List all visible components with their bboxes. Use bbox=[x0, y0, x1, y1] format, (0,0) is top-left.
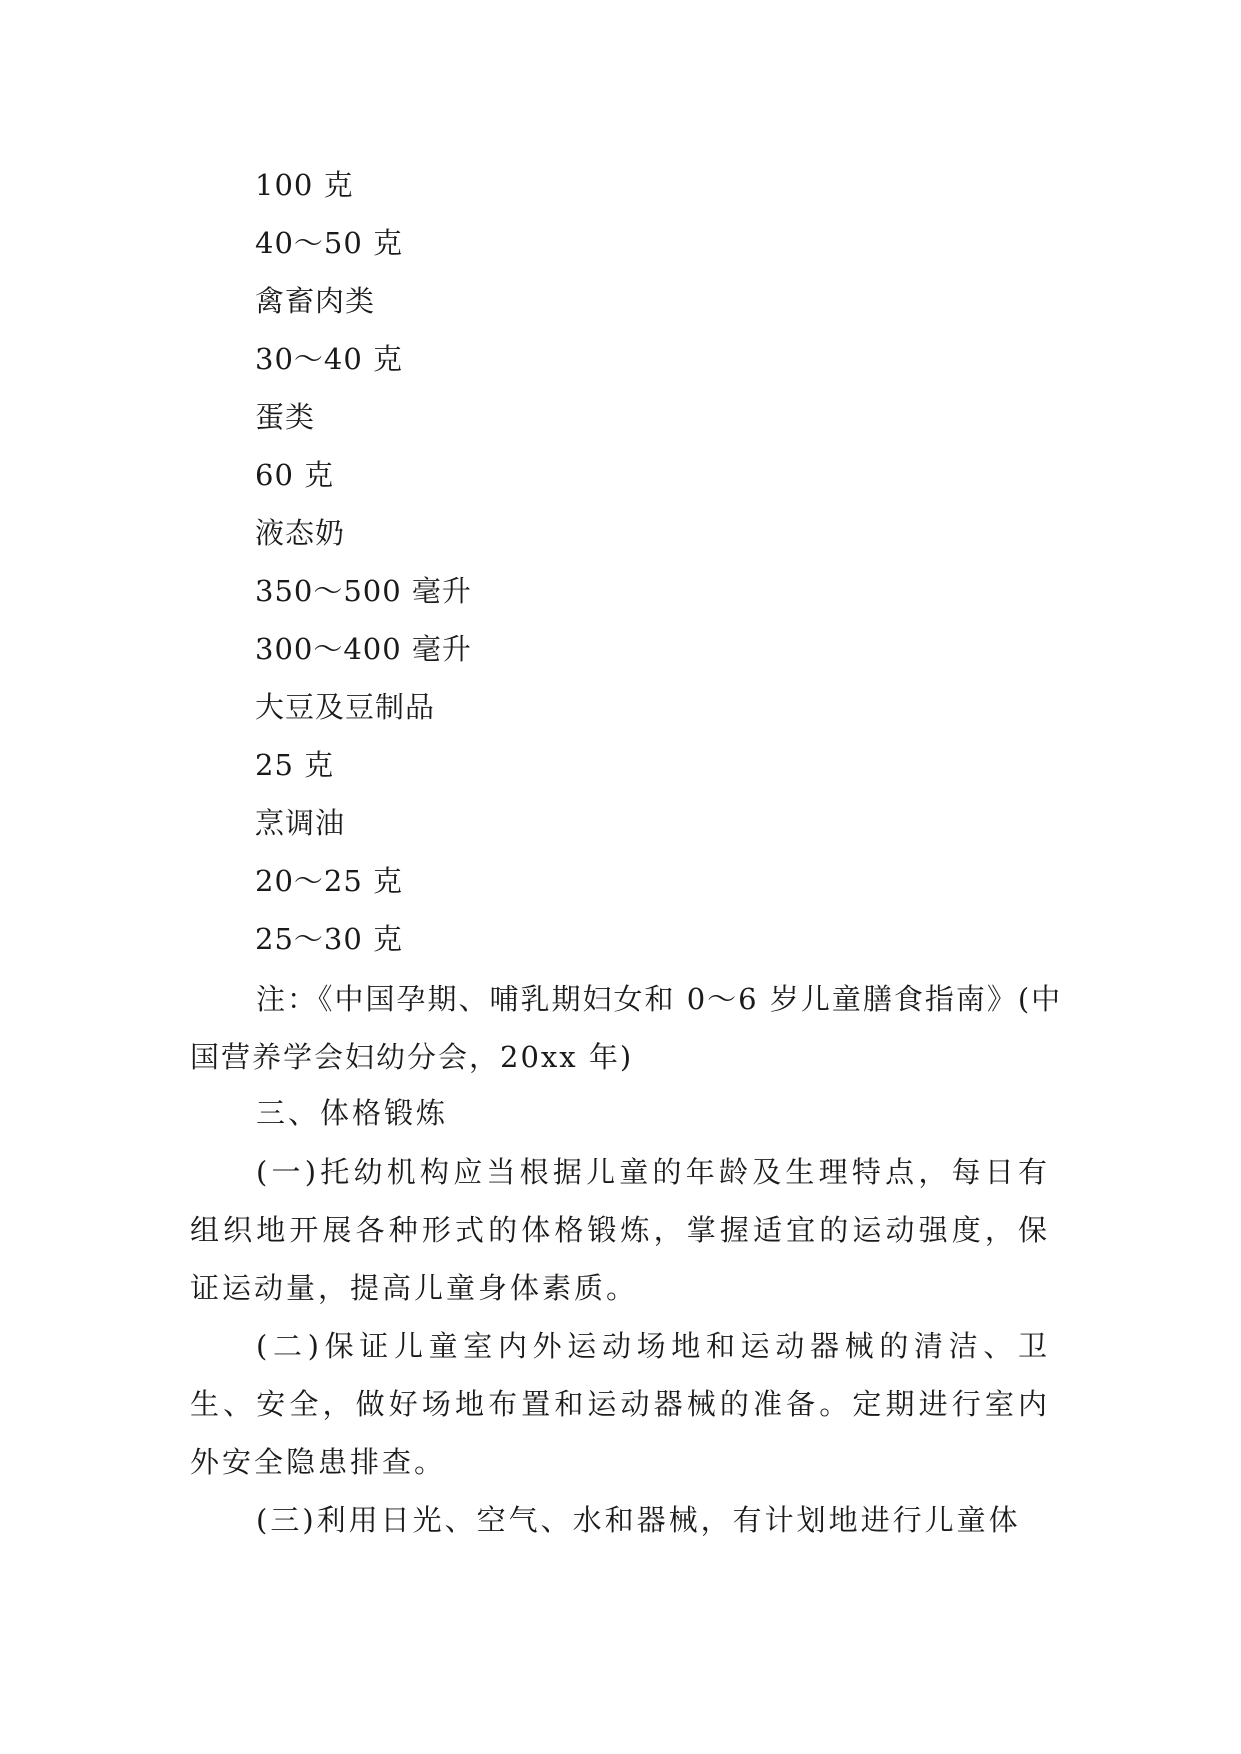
food-line: 25～30 克 bbox=[255, 922, 404, 956]
food-line: 20～25 克 bbox=[255, 864, 404, 898]
food-line: 300～400 毫升 bbox=[255, 632, 472, 666]
food-line: 烹调油 bbox=[255, 806, 346, 840]
food-line: 25 克 bbox=[255, 748, 335, 782]
food-line: 大豆及豆制品 bbox=[255, 690, 436, 724]
food-line: 60 克 bbox=[255, 458, 335, 492]
food-line: 蛋类 bbox=[255, 400, 316, 434]
food-line: 液态奶 bbox=[255, 516, 346, 550]
section-heading: 三、体格锻炼 bbox=[256, 1096, 449, 1130]
paragraph-1: (一)托幼机构应当根据儿童的年龄及生理特点，每日有组织地开展各种形式的体格锻炼，掌握适宜的运动强度，保证运动量，提高儿童身体素质。 bbox=[190, 1155, 1050, 1305]
paragraph-2: (二)保证儿童室内外运动场地和运动器械的清洁、卫生、安全，做好场地布置和运动器械的准备。定期进行室内外安全隐患排查。 bbox=[190, 1329, 1050, 1479]
source-note: 注：《中国孕期、哺乳期妇女和 0～6 岁儿童膳食指南》(中国营养学会妇幼分会，20xx 年) bbox=[190, 982, 1063, 1074]
food-line: 350～500 毫升 bbox=[255, 574, 472, 608]
food-line: 30～40 克 bbox=[255, 342, 404, 376]
food-line: 40～50 克 bbox=[255, 226, 404, 260]
paragraph-3: (三)利用日光、空气、水和器械，有计划地进行儿童体 bbox=[256, 1503, 1021, 1537]
food-line: 100 克 bbox=[255, 168, 354, 202]
food-line: 禽畜肉类 bbox=[255, 284, 376, 318]
